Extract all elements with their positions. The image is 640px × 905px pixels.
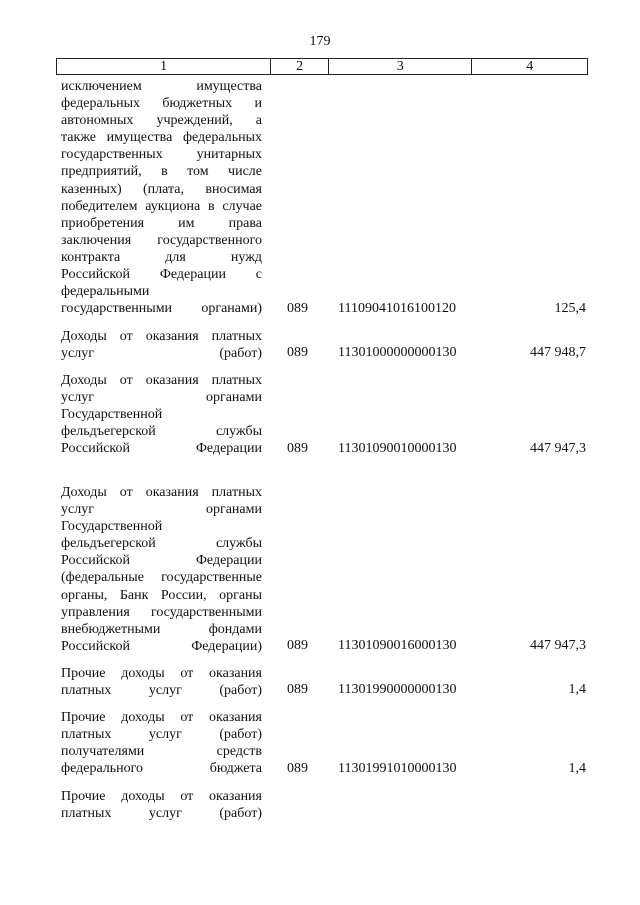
description-line: платных услуг (работ) — [61, 727, 262, 743]
description-line: услуг (работ) — [61, 346, 262, 362]
description-line: услуг органами — [61, 502, 262, 518]
description-line: Российской Федерации — [61, 553, 262, 569]
description-line: Прочие доходы от оказания — [61, 789, 262, 804]
row-description — [61, 788, 262, 822]
row-amount: 1,4 — [568, 761, 586, 776]
description-line: фельдъегерской службы — [61, 536, 262, 552]
description-line: платных услуг (работ) — [61, 806, 262, 822]
description-line: внебюджетными фондами — [61, 621, 262, 637]
row-kbk: 11301090016000130 — [338, 638, 457, 653]
row-kbk: 11301991010000130 — [338, 761, 457, 776]
description-line: Доходы от оказания платных — [61, 373, 262, 388]
row-kbk: 11109041016100120 — [338, 301, 456, 316]
row-code: 089 — [287, 761, 308, 776]
description-line: федерального бюджета — [61, 761, 262, 777]
description-line: исключением имущества — [61, 79, 262, 94]
description-line: Доходы от оказания платных — [61, 329, 262, 344]
description-line: Российской Федерации — [61, 441, 262, 457]
description-line: федеральными — [61, 284, 150, 300]
row-code: 089 — [287, 441, 308, 456]
row-amount: 125,4 — [554, 301, 586, 316]
description-line: государственных унитарных — [61, 147, 262, 163]
row-amount: 447 947,3 — [530, 441, 586, 456]
row-description — [61, 665, 262, 699]
row-code: 089 — [287, 301, 308, 316]
description-line: Государственной — [61, 407, 163, 423]
description-line: контракта для нужд — [61, 249, 262, 265]
description-line: Государственной — [61, 519, 163, 535]
description-line: фельдъегерской службы — [61, 424, 262, 440]
description-line: заключения государственного — [61, 232, 262, 248]
row-kbk: 11301000000000130 — [338, 345, 457, 360]
row-amount: 447 947,3 — [530, 638, 586, 653]
row-description — [61, 328, 262, 362]
description-line: платных услуг (работ) — [61, 683, 262, 699]
description-line: услуг органами — [61, 390, 262, 406]
row-amount: 1,4 — [568, 682, 586, 697]
description-line: победителем аукциона в случае — [61, 198, 262, 214]
row-description — [61, 709, 262, 777]
description-line: казенных) (плата, вносимая — [61, 181, 262, 197]
description-line: получателями средств — [61, 744, 262, 760]
row-amount: 447 948,7 — [530, 345, 586, 360]
row-code: 089 — [287, 638, 308, 653]
description-line: также имущества федеральных — [61, 130, 262, 146]
row-code: 089 — [287, 345, 308, 360]
row-description — [61, 372, 262, 457]
description-line: управления государственными — [61, 604, 262, 620]
table-header — [56, 58, 588, 75]
row-description — [61, 484, 262, 655]
description-line: федеральных бюджетных и — [61, 96, 262, 112]
description-line: приобретения им права — [61, 215, 262, 231]
description-line: (федеральные государственные — [61, 570, 262, 586]
header-col-3: 3 — [328, 59, 471, 74]
header-col-2: 2 — [270, 59, 328, 74]
page-number: 179 — [309, 34, 331, 49]
description-line: органы, Банк России, органы — [61, 587, 262, 603]
description-line: Доходы от оказания платных — [61, 485, 262, 500]
row-code: 089 — [287, 682, 308, 697]
description-line: государственными органами) — [61, 301, 262, 317]
description-line: Российской Федерации) — [61, 638, 262, 654]
header-col-4: 4 — [471, 59, 587, 74]
description-line: предприятий, в том числе — [61, 164, 262, 180]
description-line: Прочие доходы от оказания — [61, 666, 262, 681]
description-line: Российской Федерации с — [61, 267, 262, 283]
row-kbk: 11301990000000130 — [338, 682, 457, 697]
row-kbk: 11301090010000130 — [338, 441, 457, 456]
header-col-1: 1 — [160, 58, 168, 74]
description-line: автономных учреждений, а — [61, 113, 262, 129]
description-line: Прочие доходы от оказания — [61, 710, 262, 725]
row-description — [61, 78, 262, 317]
